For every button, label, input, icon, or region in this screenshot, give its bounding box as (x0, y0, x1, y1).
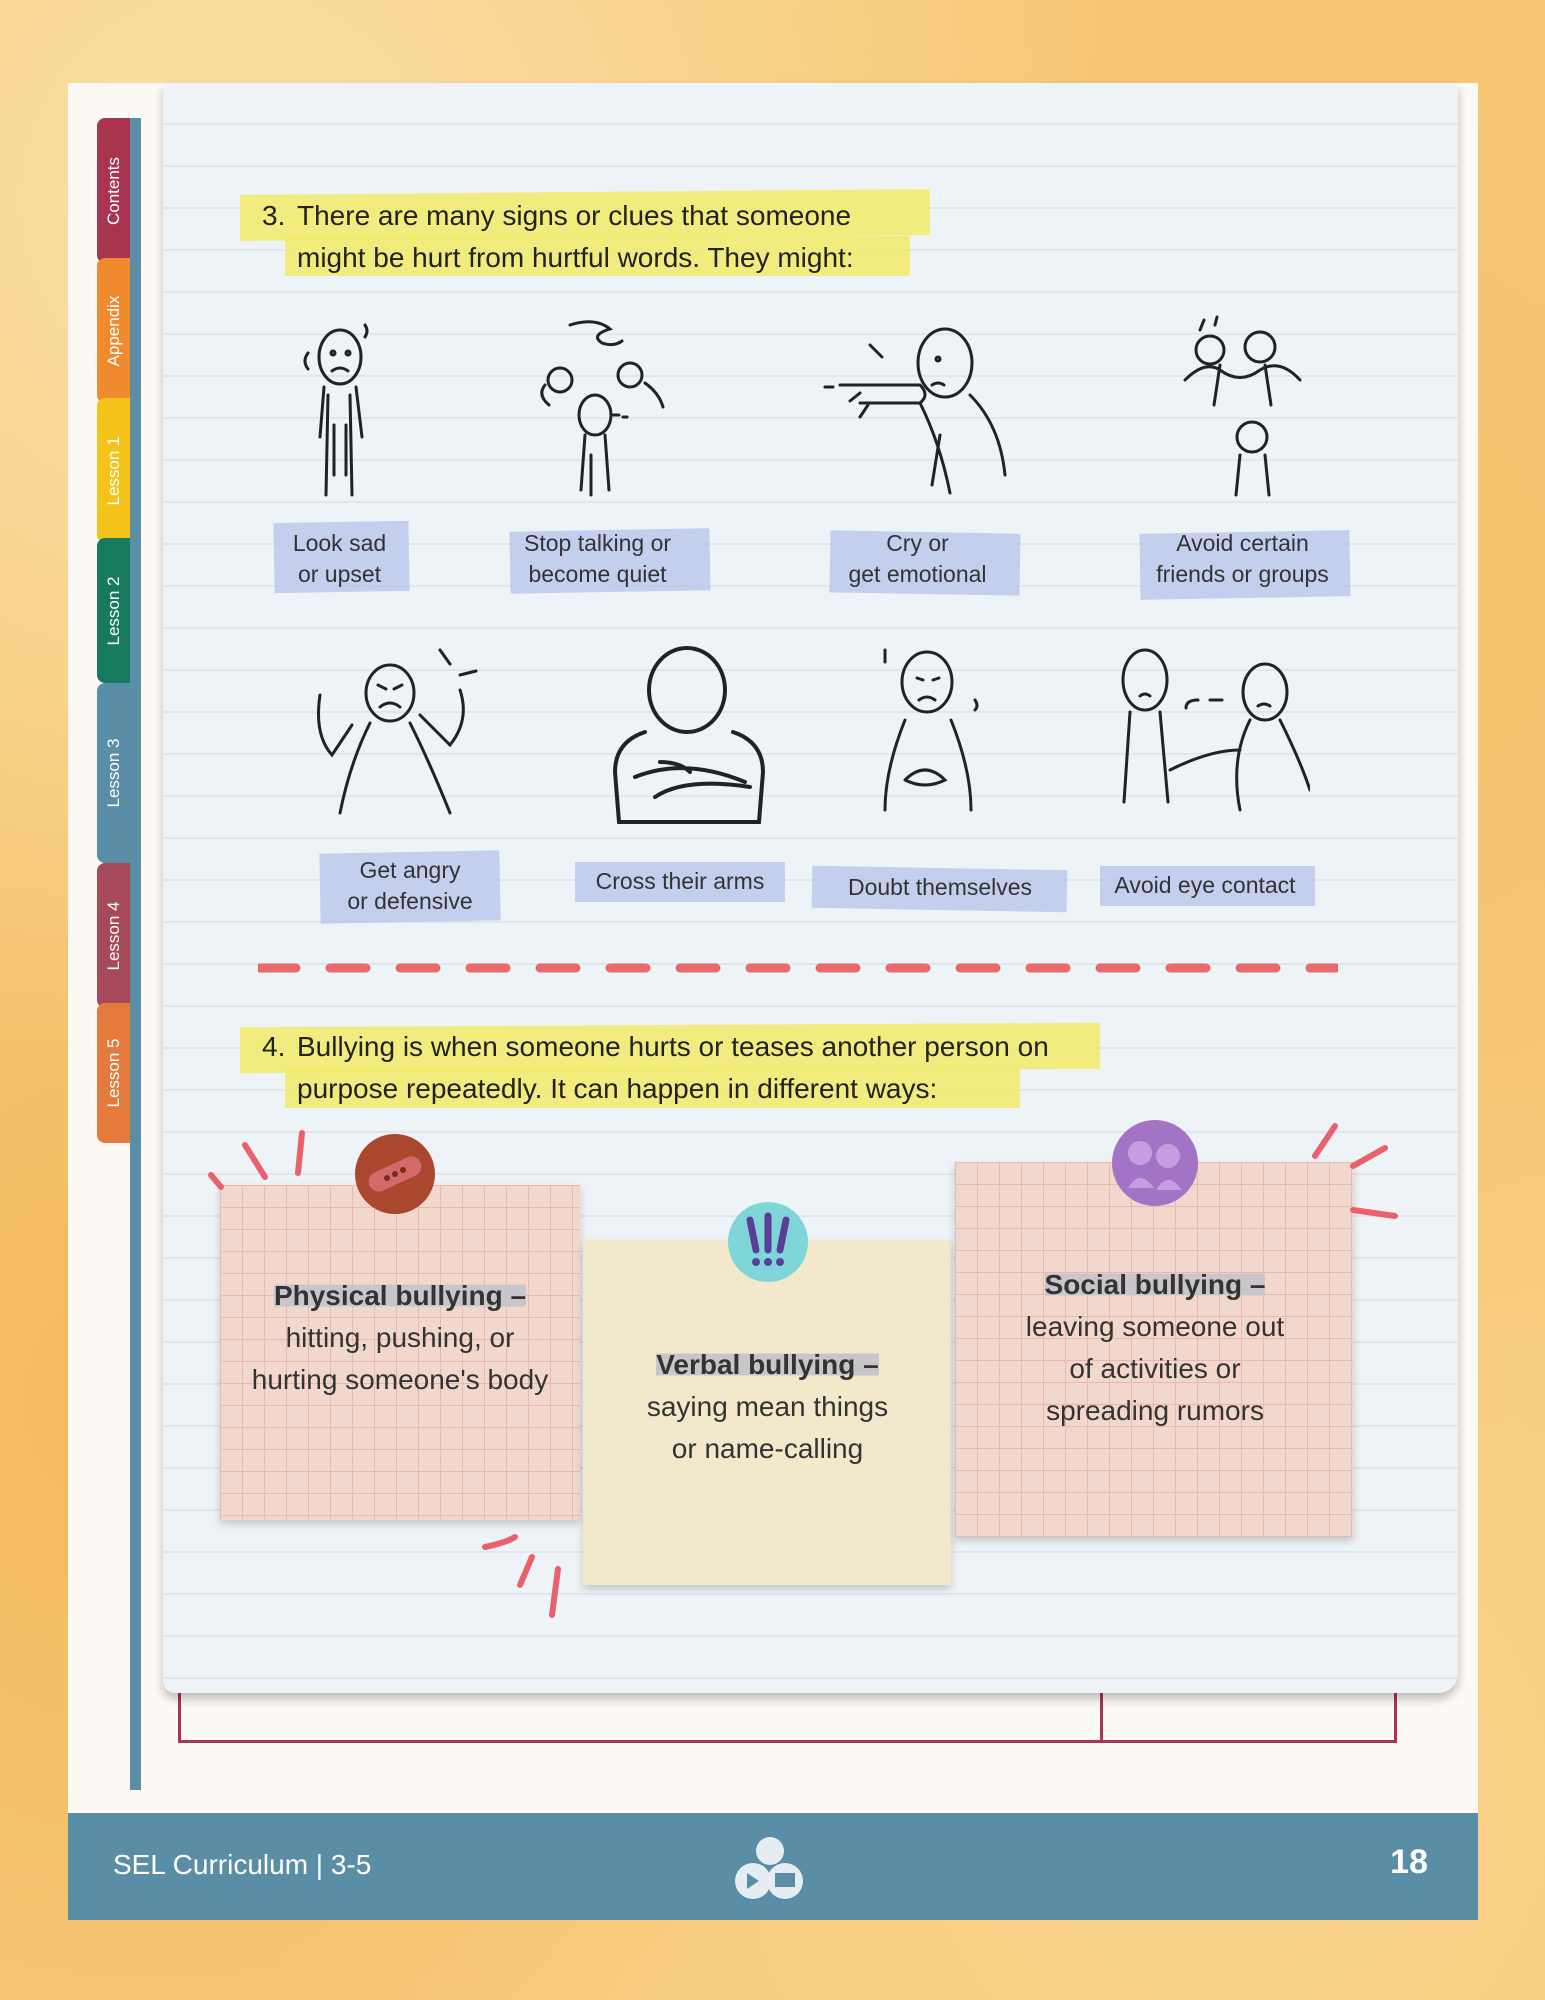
verbal-bullying-text: Verbal bullying – saying mean things or name-calling (646, 1349, 889, 1464)
question-4-line-2: purpose repeatedly. It can happen in different ways: (297, 1073, 938, 1104)
dashed-divider (258, 963, 1338, 973)
sign-label: Cry or get emotional (848, 530, 987, 587)
page-footer (68, 1813, 1478, 1920)
angry-figure-icon (310, 645, 510, 825)
question-4-line-1: Bullying is when someone hurts or teases another person on (297, 1031, 1049, 1062)
whisper-icon (1110, 1118, 1200, 1208)
sign-label: Doubt themselves (847, 874, 1033, 900)
sign-label: Get angry or defensive (347, 857, 473, 914)
sign-label: Stop talking or become quiet (523, 530, 672, 587)
sel-logo-icon (731, 1833, 809, 1903)
tab-contents[interactable]: Contents (97, 118, 130, 263)
question-number: 4. (262, 1031, 286, 1062)
bandage-icon (353, 1132, 437, 1216)
doubt-figure-icon (865, 640, 1005, 830)
exclamation-icon (726, 1200, 810, 1284)
sign-label: Avoid certain friends or groups (1156, 530, 1329, 587)
avoid-friends-icon (1170, 315, 1320, 505)
question-3-line-2: might be hurt from hurtful words. They might: (297, 242, 854, 273)
tab-lesson-2[interactable]: Lesson 2 (97, 538, 130, 683)
crying-figure-icon (820, 315, 1020, 505)
accent-strokes (480, 1525, 590, 1625)
question-number: 3. (262, 200, 286, 231)
social-bullying-text: Social bullying – leaving someone out of activities or spreading rumors (1025, 1269, 1285, 1426)
table-outline (178, 1693, 1397, 1743)
quiet-figure-icon (525, 315, 665, 505)
curriculum-label: SEL Curriculum | 3-5 (113, 1849, 372, 1880)
tab-lesson-4[interactable]: Lesson 4 (97, 863, 130, 1008)
tab-appendix[interactable]: Appendix (97, 258, 130, 403)
accent-strokes (205, 1125, 315, 1195)
tab-lesson-5[interactable]: Lesson 5 (97, 1003, 130, 1143)
sign-label: Avoid eye contact (1114, 872, 1296, 898)
tab-stripe (130, 118, 141, 1790)
sad-figure-icon (290, 315, 390, 505)
page-number: 18 (1390, 1843, 1428, 1881)
crossed-arms-icon (605, 642, 775, 832)
physical-bullying-text: Physical bullying – hitting, pushing, or hurting someone's body (251, 1280, 549, 1395)
tab-lesson-3[interactable]: Lesson 3 (97, 683, 130, 863)
sign-label: Look sad or upset (292, 530, 387, 587)
sign-label: Cross their arms (595, 868, 765, 894)
accent-strokes (1305, 1118, 1415, 1228)
avoid-eye-contact-icon (1110, 640, 1310, 830)
tab-lesson-1[interactable]: Lesson 1 (97, 398, 130, 543)
question-3-line-1: There are many signs or clues that someone (297, 200, 852, 231)
